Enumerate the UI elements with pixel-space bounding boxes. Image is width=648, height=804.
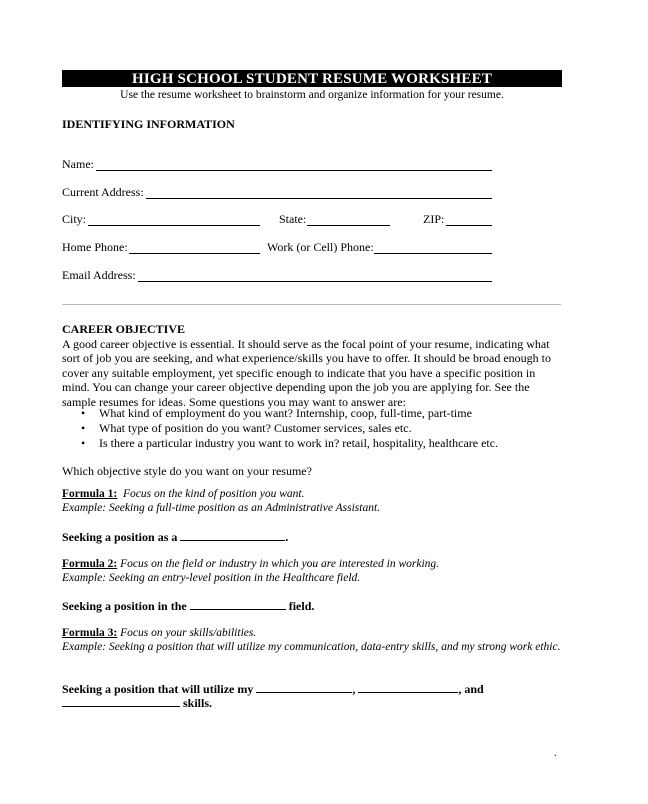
section-divider [62,304,561,305]
list-item: • Is there a particular industry you want to work in? retail, hospitality, healthcare etc. [62,436,562,451]
name-label: Name: [62,157,94,171]
formula-2-prompt [62,599,314,614]
formula-1 [62,488,562,515]
formula-description: Focus on the field or industry in which you are interested in working. [120,558,440,570]
email-field[interactable] [138,281,492,282]
formula-3-prompt [62,682,484,697]
zip-label: ZIP: [423,212,445,226]
skill-2-blank[interactable] [358,682,458,693]
formula-label: Formula 2: [62,558,118,570]
zip-field[interactable] [446,225,492,226]
name-field[interactable] [96,170,492,171]
career-objective-heading: CAREER OBJECTIVE [62,322,186,336]
prompt-end: skills. [183,696,213,710]
formula-2 [62,558,562,585]
formula-1-prompt [62,530,288,545]
formula-label: Formula 1: [62,488,118,500]
work-phone-label: Work (or Cell) Phone: [267,240,374,254]
formula-3 [62,627,562,654]
list-item: • What type of position do you want? Customer services, sales etc. [62,421,562,436]
formula-3-prompt-line-2 [62,696,212,711]
prompt-comma: , [352,682,356,696]
objective-style-question: Which objective style do you want on your resume? [62,464,312,478]
skill-1-blank[interactable] [256,682,352,693]
prompt-and: , and [458,682,484,696]
prompt-text: Seeking a position in the [62,599,187,613]
prompt-end: . [285,530,289,544]
work-phone-field[interactable] [374,253,492,254]
list-item: • What kind of employment do you want? Internship, coop, full-time, part-time [62,406,562,421]
address-label: Current Address: [62,185,144,199]
formula-example: Example: Seeking a full-time position as an Administrative Assistant. [62,501,381,514]
prompt-text: Seeking a position that will utilize my [62,682,254,696]
skill-3-blank[interactable] [62,696,180,707]
formula-example: Example: Seeking an entry-level position in the Healthcare field. [62,571,361,584]
city-field[interactable] [88,225,260,226]
formula-description: Focus on the kind of position you want. [123,488,305,500]
prompt-end: field. [288,599,315,613]
address-field[interactable] [146,198,492,199]
formula-description: Focus on your skills/abilities. [120,627,257,639]
worksheet-subtitle: Use the resume worksheet to brainstorm and organize information for your resume. [120,89,504,101]
question-list [62,406,562,451]
worksheet-title: HIGH SCHOOL STUDENT RESUME WORKSHEET [62,70,562,87]
position-blank[interactable] [180,530,285,541]
page-mark: . [554,748,557,759]
home-phone-label: Home Phone: [62,240,128,254]
state-field[interactable] [307,225,390,226]
email-label: Email Address: [62,268,136,282]
home-phone-field[interactable] [129,253,260,254]
formula-label: Formula 3: [62,627,118,639]
formula-example: Example: Seeking a position that will utilize my communication, data-entry skills, and my strong work ethic. [62,640,561,653]
state-label: State: [279,212,307,226]
identifying-heading: IDENTIFYING INFORMATION [62,117,235,131]
city-label: City: [62,212,87,226]
prompt-text: Seeking a position as a [62,530,178,544]
career-objective-paragraph: A good career objective is essential. It should serve as the focal point of your resume, indicating what sort of job you are seeking, and what experience/skills you have to offer. It should be broad enough to cover any suitable employment, yet specific enough to indicate that you have a specific position in mind. You can change your career objective depending upon the job you are applying for. See the sample resumes for ideas. Some questions you may want to answer are: [62,337,551,409]
field-blank[interactable] [190,599,286,610]
